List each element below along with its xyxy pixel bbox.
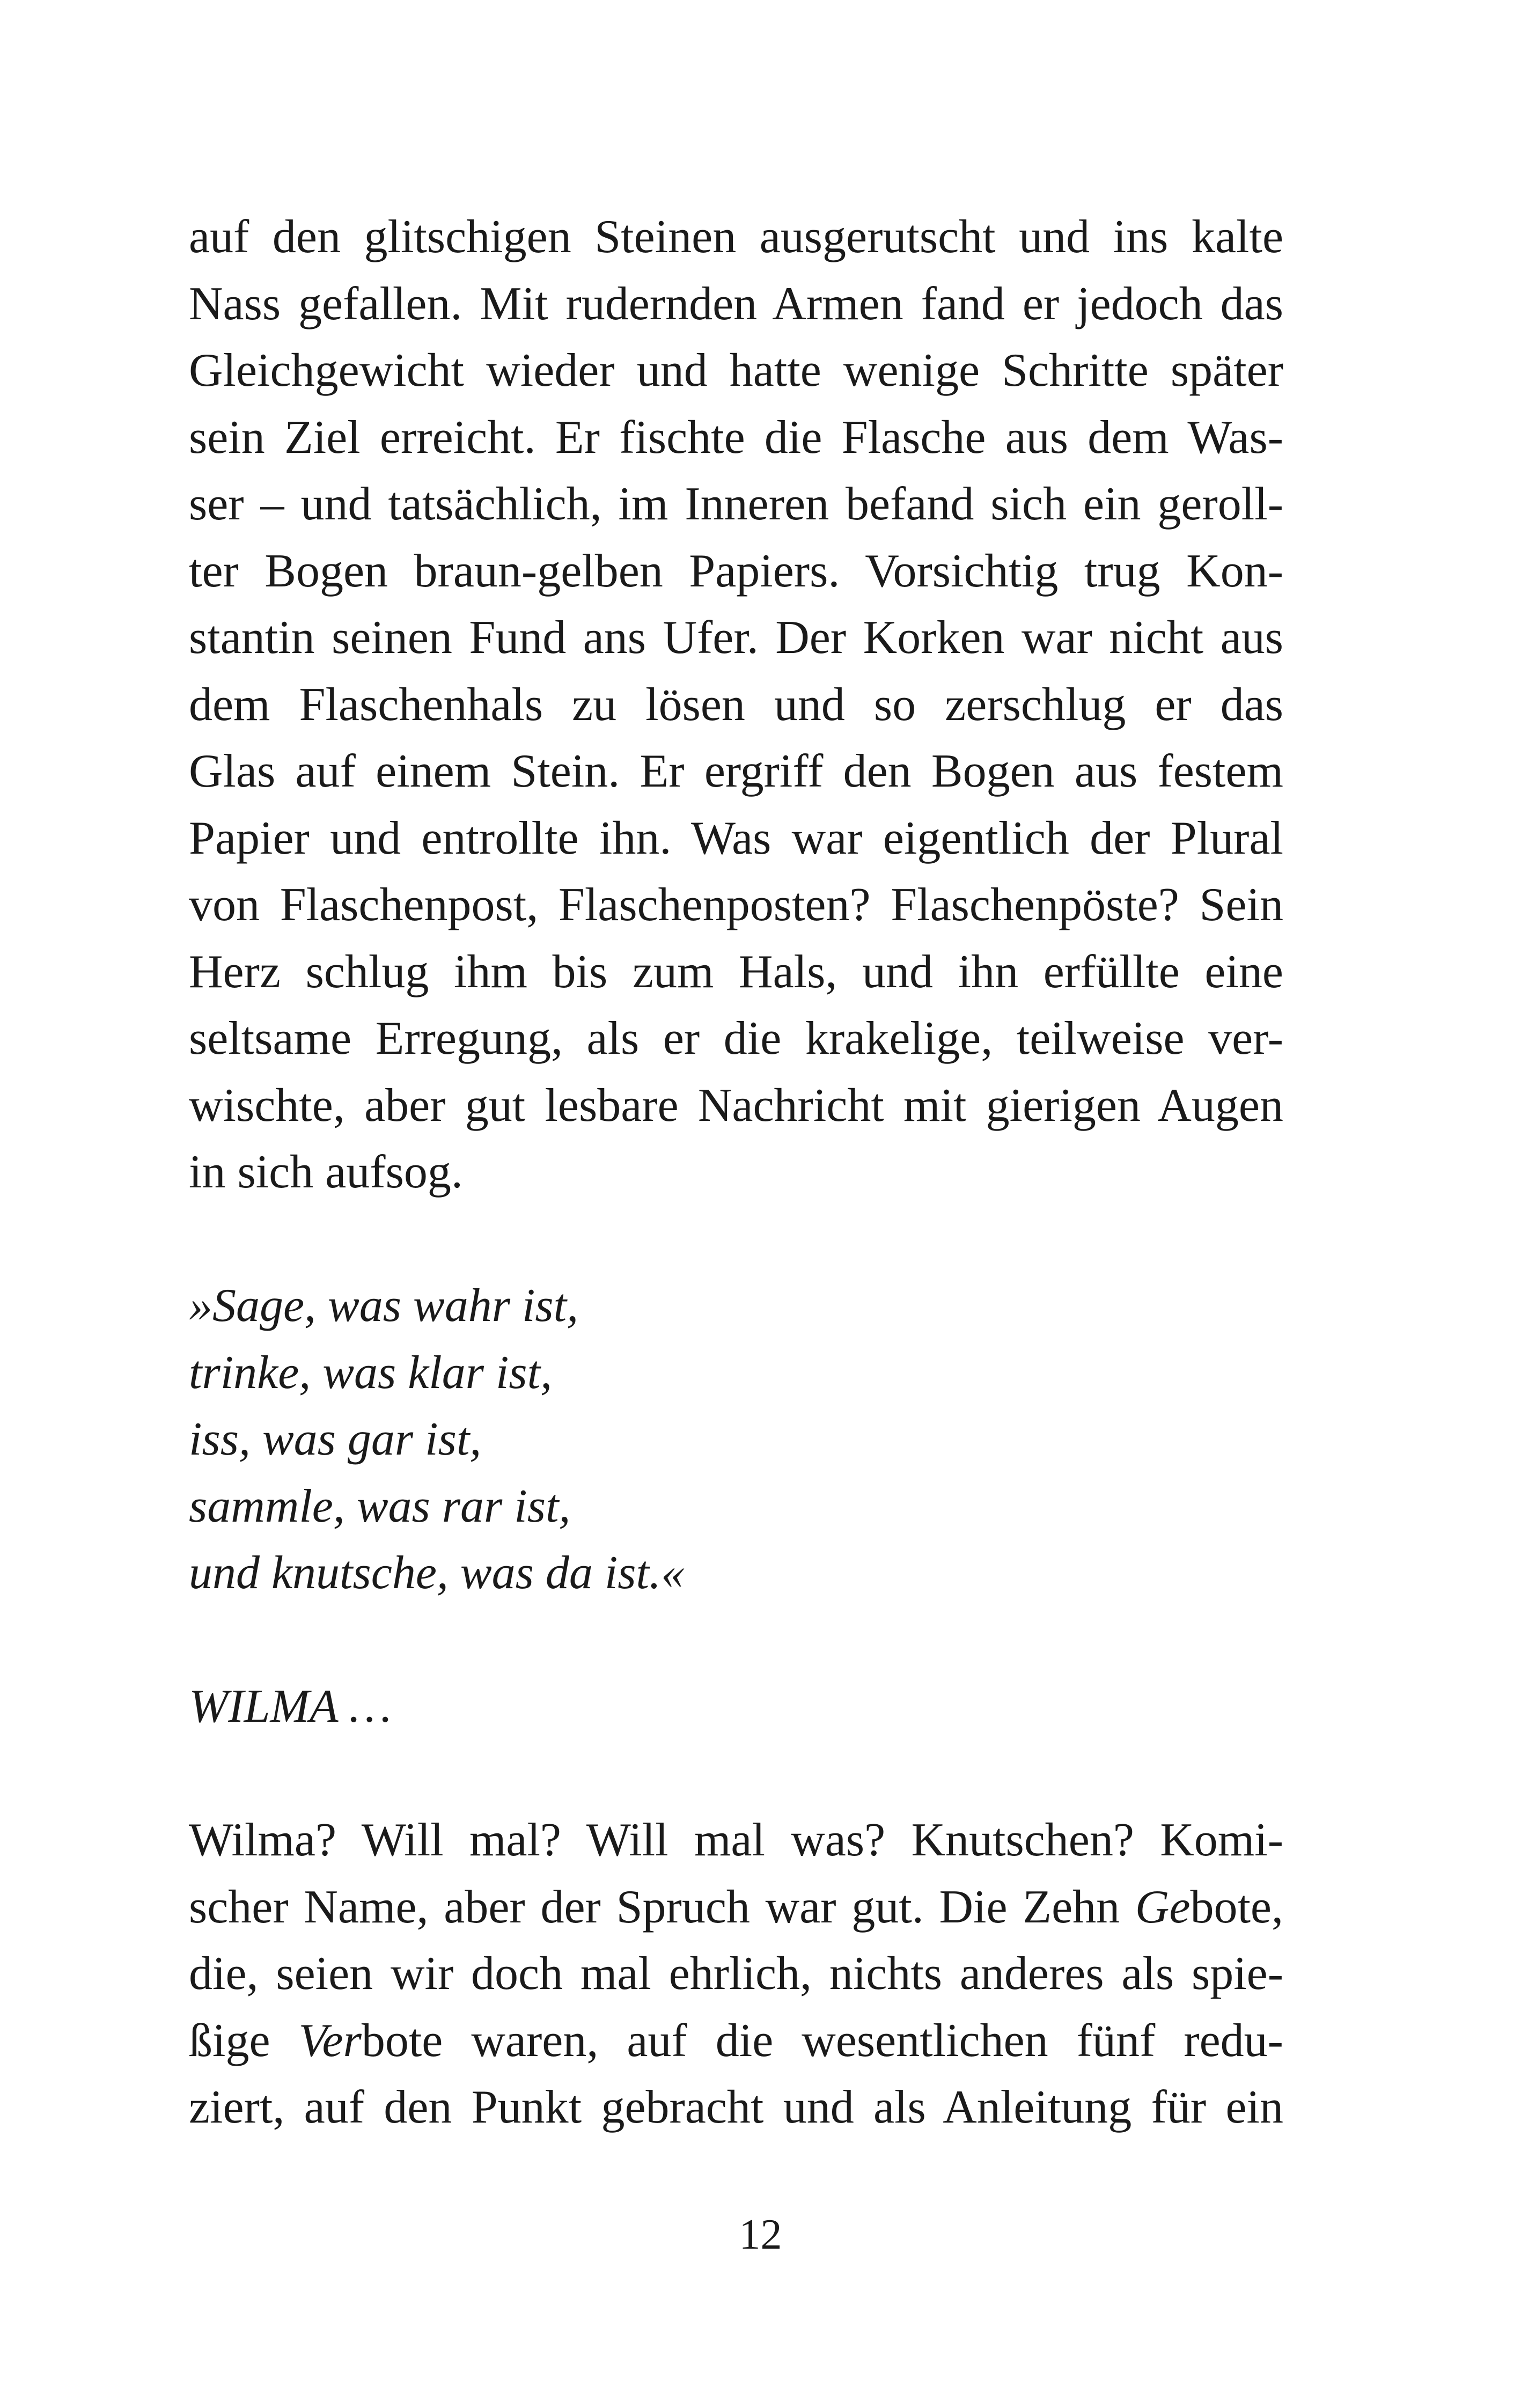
text-line: Nass gefallen. Mit rudernden Armen fand er jedoch das: [189, 277, 1283, 330]
emphasis: Ver: [298, 2014, 362, 2067]
text-run: ßige: [189, 2014, 299, 2067]
text-run: bote waren, auf die wesentlichen fünf redu-: [361, 2014, 1283, 2067]
text-line: in sich aufsog.: [189, 1146, 463, 1198]
paragraph-1: [189, 204, 1283, 1206]
poem-line: und knutsche, was da ist.«: [189, 1547, 685, 1599]
text-line: [189, 2008, 1283, 2075]
emphasis: Ge: [1135, 1881, 1191, 1933]
page-body: [189, 204, 1283, 2141]
text-line: seltsame Erregung, als er die krakelige, teilweise ver-: [189, 1012, 1283, 1064]
text-line: ziert, auf den Punkt gebracht und als Anleitung für ein: [189, 2081, 1283, 2133]
page-number: 12: [739, 2211, 782, 2258]
text-line: die, seien wir doch mal ehrlich, nichts anderes als spie-: [189, 1948, 1283, 2000]
text-run: bote,: [1190, 1881, 1283, 1933]
text-line: Wilma? Will mal? Will mal was? Knutschen? Komi-: [189, 1814, 1283, 1866]
text-run: scher Name, aber der Spruch war gut. Die Zehn: [189, 1881, 1135, 1933]
text-line: auf den glitschigen Steinen ausgerutscht und ins kalte: [189, 211, 1283, 263]
blank-line: [189, 1607, 1283, 1674]
text-line: Glas auf einem Stein. Er ergriff den Bogen aus festem: [189, 745, 1283, 797]
text-line: Papier und entrollte ihn. Was war eigentlich der Plural: [189, 812, 1283, 864]
paragraph-2: [189, 1807, 1283, 2141]
poem-line: »Sage, was wahr ist,: [189, 1280, 579, 1332]
text-line: ser – und tatsächlich, im Inneren befand sich ein geroll-: [189, 478, 1283, 530]
text-line: Herz schlug ihm bis zum Hals, und ihn erfüllte eine: [189, 945, 1283, 998]
text-line: [189, 1874, 1283, 1941]
text-line: sein Ziel erreicht. Er fischte die Flasche aus dem Was-: [189, 411, 1283, 464]
poem-line: iss, was gar ist,: [189, 1413, 482, 1465]
blank-line: [189, 1741, 1283, 1808]
text-line: ter Bogen braun-gelben Papiers. Vorsichtig trug Kon-: [189, 545, 1283, 597]
text-line: von Flaschenpost, Flaschenposten? Flaschenpöste? Sein: [189, 879, 1283, 931]
poem: [189, 1273, 1283, 1607]
text-line: stantin seinen Fund ans Ufer. Der Korken war nicht aus: [189, 612, 1283, 664]
poem-line: trinke, was klar ist,: [189, 1346, 553, 1399]
text-line: dem Flaschenhals zu lösen und so zerschlug er das: [189, 678, 1283, 731]
poem-line: sammle, was rar ist,: [189, 1480, 571, 1532]
text-line: wischte, aber gut lesbare Nachricht mit gierigen Augen: [189, 1079, 1283, 1132]
text-line: Gleichgewicht wieder und hatte wenige Schritte später: [189, 344, 1283, 397]
signature: WILMA …: [189, 1680, 392, 1732]
blank-line: [189, 1206, 1283, 1273]
